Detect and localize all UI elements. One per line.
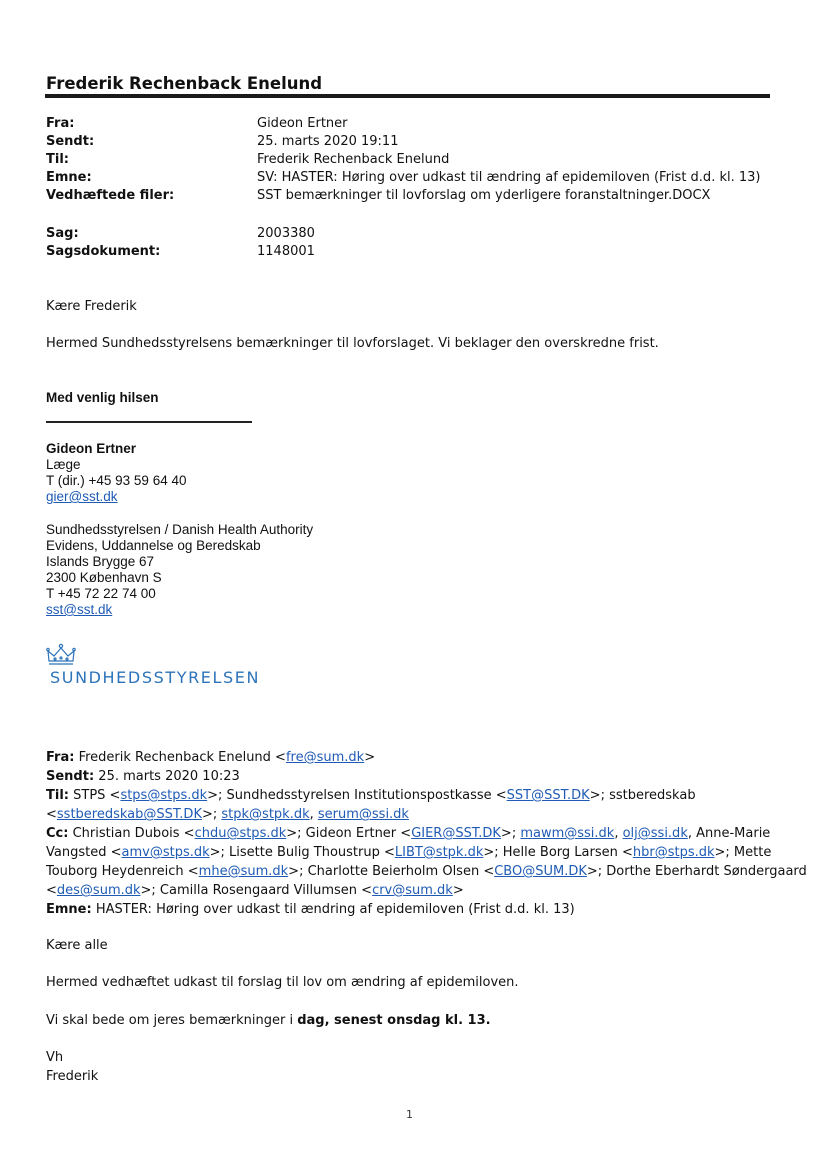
recipient-email-link[interactable]: LIBT@stpk.dk xyxy=(394,845,484,860)
recipient-text: >; Lisette Bulig Thoustrup < xyxy=(209,845,395,860)
fwd-from-label: Fra: xyxy=(46,750,75,765)
recipient-email-link[interactable]: amv@stps.dk xyxy=(121,845,210,860)
recipient-email-link[interactable]: mhe@sum.dk xyxy=(198,864,289,879)
header-value-sent: 25. marts 2020 19:11 xyxy=(257,134,399,149)
recipient-email-link[interactable]: des@sum.dk xyxy=(56,883,141,898)
header-value-subject: SV: HASTER: Høring over udkast til ændring af epidemiloven (Frist d.d. kl. 13) xyxy=(257,170,761,185)
recipient-email-link[interactable]: stps@stps.dk xyxy=(120,788,208,803)
recipient-email-link[interactable]: hbr@stps.dk xyxy=(632,845,715,860)
recipient-text: >; Sundhedsstyrelsen Institutionspostkasse < xyxy=(207,788,507,803)
fwd-subject-label: Emne: xyxy=(46,902,92,917)
recipient-text: Christian Dubois < xyxy=(72,826,195,841)
recipient-text: , xyxy=(614,826,623,841)
signature-street: Islands Brygge 67 xyxy=(46,554,155,569)
fwd-body-2-text: Vi skal bede om jeres bemærkninger i xyxy=(46,1013,298,1028)
recipient-email-link[interactable]: mawm@ssi.dk xyxy=(520,826,615,841)
fwd-to-label: Til: xyxy=(46,788,69,803)
header-value-case-document: 1148001 xyxy=(257,244,315,259)
signature-org-email-link[interactable]: sst@sst.dk xyxy=(46,602,113,617)
recipient-text: >; Camilla Rosengaard Villumsen < xyxy=(140,883,373,898)
fwd-signoff-2: Frederik xyxy=(46,1069,99,1084)
recipient-email-link[interactable]: sstberedskab@SST.DK xyxy=(56,807,202,822)
fwd-cc-line-3 xyxy=(46,862,807,881)
recipient-email-link[interactable]: GIER@SST.DK xyxy=(411,826,501,841)
fwd-cc-line-4 xyxy=(46,881,464,900)
signature-email-link[interactable]: gier@sst.dk xyxy=(46,489,118,504)
signature-org-phone: T +45 72 22 74 00 xyxy=(46,586,156,601)
fwd-signoff-1: Vh xyxy=(46,1050,64,1065)
recipient-text: Touborg Heydenreich < xyxy=(46,864,199,879)
recipient-text: Vangsted < xyxy=(46,845,122,860)
recipient-email-link[interactable]: chdu@stps.dk xyxy=(194,826,287,841)
fwd-from-email-link[interactable]: fre@sum.dk xyxy=(285,750,365,765)
page-number: 1 xyxy=(406,1108,413,1121)
header-row-sent xyxy=(46,133,94,151)
fwd-sent-label: Sendt: xyxy=(46,769,95,784)
recipient-text: , Anne-Marie xyxy=(687,826,771,841)
recipient-text: STPS < xyxy=(73,788,121,803)
recipient-text: >; xyxy=(201,807,222,822)
header-label: Sag: xyxy=(46,226,79,241)
fwd-cc-line-2 xyxy=(46,843,771,862)
header-label: Sendt: xyxy=(46,134,95,149)
recipient-email-link[interactable]: crv@sum.dk xyxy=(372,883,453,898)
logo-wordmark: SUNDHEDSSTYRELSEN xyxy=(50,668,261,687)
fwd-cc-label: Cc: xyxy=(46,826,69,841)
signature-rule xyxy=(46,421,252,423)
fwd-greeting: Kære alle xyxy=(46,938,108,953)
recipient-email-link[interactable]: stpk@stpk.dk xyxy=(221,807,310,822)
recipient-text: >; Helle Borg Larsen < xyxy=(483,845,633,860)
header-row-case-document xyxy=(46,243,160,261)
recipient-text: > xyxy=(452,883,464,898)
recipient-text: >; Dorthe Eberhardt Søndergaard xyxy=(586,864,807,879)
mailbox-owner-name: Frederik Rechenback Enelund xyxy=(46,74,323,93)
header-row-case xyxy=(46,225,79,243)
recipient-email-link[interactable]: serum@ssi.dk xyxy=(317,807,409,822)
recipient-email-link[interactable]: SST@SST.DK xyxy=(506,788,590,803)
header-row-from xyxy=(46,115,74,133)
fwd-subject-value: HASTER: Høring over udkast til ændring af epidemiloven (Frist d.d. kl. 13) xyxy=(95,902,575,917)
recipient-email-link[interactable]: CBO@SUM.DK xyxy=(494,864,587,879)
header-row-to xyxy=(46,151,69,169)
header-label: Vedhæftede filer: xyxy=(46,188,175,203)
fwd-from-end: > xyxy=(364,750,376,765)
fwd-body-2 xyxy=(46,1011,491,1030)
fwd-cc-line-1 xyxy=(46,824,770,843)
fwd-sent-line xyxy=(46,767,240,786)
recipient-text: >; Gideon Ertner < xyxy=(286,826,412,841)
recipient-text: , xyxy=(309,807,318,822)
recipient-email-link[interactable]: olj@ssi.dk xyxy=(622,826,688,841)
fwd-from-name: Frederik Rechenback Enelund < xyxy=(78,750,286,765)
header-label: Emne: xyxy=(46,170,92,185)
fwd-body-2-deadline: dag, senest onsdag kl. 13. xyxy=(297,1013,491,1028)
recipient-text: < xyxy=(46,807,57,822)
header-value-from: Gideon Ertner xyxy=(257,116,348,131)
recipient-text: >; sstberedskab xyxy=(589,788,696,803)
header-label: Til: xyxy=(46,152,69,167)
header-row-subject xyxy=(46,169,92,187)
signature-title: Læge xyxy=(46,457,81,472)
fwd-subject-line xyxy=(46,900,575,919)
signature-unit: Evidens, Uddannelse og Beredskab xyxy=(46,538,261,553)
crown-icon xyxy=(45,643,77,667)
reply-closing: Med venlig hilsen xyxy=(46,390,159,405)
reply-body: Hermed Sundhedsstyrelsens bemærkninger til lovforslaget. Vi beklager den overskredne frist. xyxy=(46,336,659,351)
attachment-filename[interactable]: SST bemærkninger til lovforslag om yderligere foranstaltninger.DOCX xyxy=(257,188,711,203)
fwd-to-line-1 xyxy=(46,786,696,805)
recipient-text: >; xyxy=(500,826,521,841)
header-rule xyxy=(45,94,770,98)
fwd-to-line-2 xyxy=(46,805,409,824)
fwd-from-line xyxy=(46,748,375,767)
header-value-to: Frederik Rechenback Enelund xyxy=(257,152,450,167)
signature-org: Sundhedsstyrelsen / Danish Health Authority xyxy=(46,522,314,537)
signature-name: Gideon Ertner xyxy=(46,441,137,456)
header-value-case: 2003380 xyxy=(257,226,315,241)
header-row-attachments xyxy=(46,187,174,205)
signature-phone: T (dir.) +45 93 59 64 40 xyxy=(46,473,187,488)
fwd-sent-value: 25. marts 2020 10:23 xyxy=(98,769,240,784)
signature-city: 2300 København S xyxy=(46,570,162,585)
recipient-text: >; Mette xyxy=(714,845,772,860)
recipient-text: < xyxy=(46,883,57,898)
recipient-text: >; Charlotte Beierholm Olsen < xyxy=(288,864,495,879)
header-label: Sagsdokument: xyxy=(46,244,161,259)
header-label: Fra: xyxy=(46,116,75,131)
reply-greeting: Kære Frederik xyxy=(46,299,137,314)
fwd-body-1: Hermed vedhæftet udkast til forslag til lov om ændring af epidemiloven. xyxy=(46,975,519,990)
